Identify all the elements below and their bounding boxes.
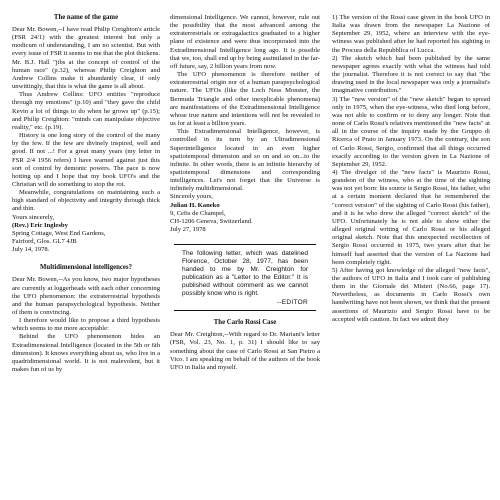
letter-paragraph: Behind the UFO phenomenon hides an Extradimensional Intelligence (located in the 5th or 6th dimension). It knows everything about us, who live in a quadridimensional world. It is not malevolent, but it makes fun of us by xyxy=(12,333,160,374)
letter-paragraph: History is one long story of the control of the many by the few. If the few are divinely inspired, well and good. If not ...! For a great many years (my letter in FSR 2/4 1956 refers) I have warned against just this sort of control by demonic powers. The pace is now hotting up and I hope that my book UFO's and the Christian will do something to stop the rot. xyxy=(12,132,160,188)
heading-carlo-rossi: The Carlo Rossi Case xyxy=(213,319,277,327)
signature-line: 9, Cefts de Champel, xyxy=(170,209,226,217)
numbered-point: 2) The sketch which had been published by the same newspaper agrees exactly with what the witness had told the journalist. Therefore it is not correct to say that "the drawing used in the local newspaper was only a journalist's imaginative contribution." xyxy=(332,54,490,95)
signature-block xyxy=(170,193,320,234)
editor-signature: --EDITOR xyxy=(276,299,308,307)
signature-date: July 27, 1978 xyxy=(170,226,206,234)
editor-note-box xyxy=(174,244,316,311)
signature-line: Fairford, Glos. GL7 4JB xyxy=(12,238,77,246)
letter-paragraph: Dear Mr. Creighton,--With regard to Dr. Mariani's letter (FSR, Vol. 23, No. 1, p. 31) I should like to say something about the case of Carlo Rossi at San Pietro a Vico. I am speaking on behalf of the authors of the book UFO in Italia and myself. xyxy=(170,331,320,371)
numbered-point: 4) The divulger of the "new facts" is Maurizio Rossi, grandson of the witness, who at the time of the sighting was not yet born: his source is Sergio Rossi, his father, who at a certain moment declared that he remembered the "correct version" of the sighting of Carlo Rossi (his father), and it is he who drew the alleged "correct sketch" of the UFO. Unfortunately he is not able to show either the alleged original writing of Carlo Rossi or his alleged original sketch. Note that this unexpected recollection of Sergio Rossi occurred in 1975, two years after that he himself had asserted that the version of La Nazione had been completely right. xyxy=(332,168,490,266)
heading-name-of-the-game: The name of the game xyxy=(53,14,119,21)
signature-block xyxy=(12,214,160,255)
signature-name: (Rev.) Eric Inglesby xyxy=(12,221,68,229)
signature-line: Sincerely yours, xyxy=(170,193,213,201)
column-1 xyxy=(12,14,160,374)
letter-paragraph: I therefore would like to propose a third hypothesis which seems to me more acceptable: xyxy=(12,317,160,333)
signature-line: Yours sincerely, xyxy=(12,213,55,221)
signature-name: Julian H. Kaneko xyxy=(170,201,220,209)
signature-line: CH-1206 Geneva, Switzerland. xyxy=(170,217,253,225)
numbered-point: 3) The "new version" of the "new sketch" began to spread only in 1975, when the eye-witness, who died long before, was not able to confirm or to deny any longer. Note that none of Carlo Rossi's relatives mentioned the "new facts" at all in the course of the inquiry made by the Gruppo di Ricerca of Prato in January 1973. On the contrary, the son of Carlo Rossi, Sergio, confirmed that all things occurred exactly according to the version given in La Nazione of September 29, 1952. xyxy=(332,95,491,168)
heading-multidimensional: Multidimensional intelligences? xyxy=(40,264,132,272)
column-3 xyxy=(332,14,490,324)
numbered-point: 5) After having got knowledge of the alleged "new facts", the authors of UFO in Italia and I took care of publishing them in the Giornale dei Misteri (No.66, page 17). Nevertheless, as documents in Carlo Rossi's own handwriting have not been shown, we think that the present assertions of Maurizio and Sergio Rossi have to be accepted with caution. In fact we admit they xyxy=(332,266,490,323)
letter-paragraph: Thus Andrew Collins: UFO entities "reproduce through my emotions" (p.10) and "they gave the child Kevin a lot of things to do when he grows up" (p.15); and Philip Creighton: "minds can manipulate objective reality," etc. (p.19). xyxy=(12,91,160,131)
letter-paragraph: This Extradimensional Intelligence, however, is controlled in its turn by an Ultradimensional Superintelligence located in an even higher spatiotemporal dimension and so on and so on...to the infinite. In other words, there is an infinite hierarchy of spatiotemporal dimensions and corresponding intelligences. Let's not forget that the Universe is infinitely multidimensional. xyxy=(170,128,320,193)
numbered-point: 1) The version of the Rossi case given in the book UFO in Italia was drawn from the newspaper La Nazione of September 29, 1952, where an interview with the eye-witness was published after he had reported his sighting to the Procura della Repubblica of Lucca. xyxy=(332,14,490,54)
letter-paragraph: Meanwhile, congratulations on maintaining such a high standard of objectivity and integrity through thick and thin. xyxy=(12,189,160,213)
letter-paragraph: Dear Mr. Bowen,--I have read Philip Creighton's article (FSR 24/1) with the greatest interest but only a modicum of understanding, I am no scientist. But with every issue of FSR it seems to me that the plot thickens. Mr. B.J. Hall "jibs at the concept of control of the human race" (p.32), whereas Philip Creighton and Andrew Collins make it abundantly clear, if only unwittingly, that this is what the game is all about. xyxy=(12,26,160,91)
editor-note-text: The following letter, which was datelined Florence, October 28, 1977, has been handed to me by Mr. Creighton for publication as a "Letter to the Editor." It is published without comment as we cannot possibly know who is right. xyxy=(182,250,308,298)
letter-paragraph: The UFO phenomenon is therefore neither of extraterrestrial origin nor of a human parapsychological nature. The UFOs (like the Loch Ness Monster, the Bermuda Triangle and other inexplicable phenomena) are manifestations of the Extradimensional Intelligence whose true nature and intentions will not be revealed to us for at least a billion years. xyxy=(170,71,320,128)
signature-date: July 14, 1978. xyxy=(12,246,50,254)
column-2 xyxy=(170,14,320,372)
signature-line: Spring Cottage, West End Gardens, xyxy=(12,229,106,237)
letter-paragraph: dimensional Intelligence. We cannot, however, rule out the possibility that the most advanced among the extraterrestrials or extragalactics graduated to a higher plane of existence and were thus incorporated into the Extradimensional Intelligence long ago. It is possible that we, too, shall end up by being assimilated in the far-off future, say, 2 billion years from now. xyxy=(170,14,320,70)
letter-paragraph: Dear Mr. Bowen,--As you know, two major hypotheses are currently at loggerheads with each other concerning the UFO phenomenon: the extraterrestrial hypothesis and the human parapsychological hypothesis. Neither of them is convincing. xyxy=(12,276,160,316)
